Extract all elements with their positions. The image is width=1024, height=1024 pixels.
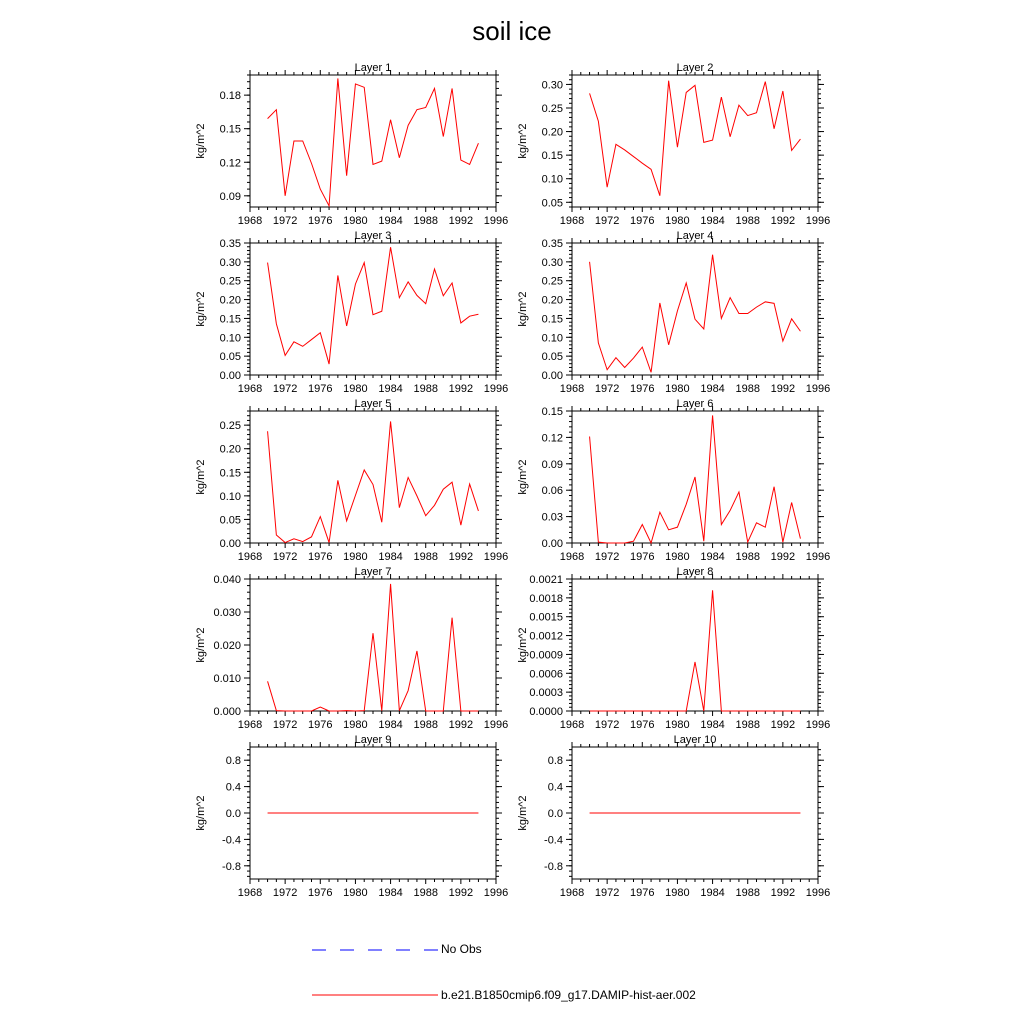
y-tick-label: 0.010 xyxy=(213,673,241,685)
x-tick-label: 1972 xyxy=(272,215,298,227)
y-axis-label: kg/m^2 xyxy=(517,123,529,159)
x-tick-label: 1984 xyxy=(378,383,403,395)
y-tick-label: 0.00 xyxy=(541,538,563,550)
y-tick-label: 0.0 xyxy=(225,808,241,820)
x-tick-label: 1984 xyxy=(700,719,725,731)
y-tick-label: 0.05 xyxy=(541,351,563,364)
y-axis-label: kg/m^2 xyxy=(195,123,207,159)
y-axis-label: kg/m^2 xyxy=(195,459,207,495)
series-line xyxy=(590,590,801,711)
panel-layer-1 xyxy=(195,62,508,227)
x-tick-label: 1972 xyxy=(272,719,298,731)
panel-title: Layer 9 xyxy=(354,734,392,746)
panel-layer-8 xyxy=(517,566,830,731)
x-tick-label: 1984 xyxy=(700,887,725,899)
y-tick-label: 0.0021 xyxy=(529,574,563,586)
x-tick-label: 1980 xyxy=(343,719,368,731)
y-tick-label: 0.09 xyxy=(541,458,563,471)
plot-frame xyxy=(572,75,818,207)
x-tick-label: 1984 xyxy=(378,719,403,731)
x-tick-label: 1984 xyxy=(378,551,403,563)
y-tick-label: 0.15 xyxy=(541,150,563,163)
series-line xyxy=(268,247,479,364)
panel-layer-5 xyxy=(195,398,508,563)
y-axis-label: kg/m^2 xyxy=(517,795,529,831)
x-tick-label: 1996 xyxy=(805,215,831,227)
y-tick-label: 0.06 xyxy=(541,485,563,498)
y-tick-label: 0.0009 xyxy=(529,649,563,662)
y-tick-label: -0.4 xyxy=(544,834,563,847)
x-tick-label: 1976 xyxy=(630,887,655,899)
x-tick-label: 1992 xyxy=(770,383,796,395)
x-tick-label: 1988 xyxy=(413,719,438,731)
y-tick-label: 0.0015 xyxy=(529,611,563,624)
series-line xyxy=(590,81,801,196)
x-tick-label: 1976 xyxy=(630,551,655,563)
x-tick-label: 1976 xyxy=(308,215,333,227)
y-tick-label: 0.10 xyxy=(541,332,563,345)
x-tick-label: 1992 xyxy=(770,887,796,899)
plot-frame xyxy=(572,243,818,375)
y-tick-label: -0.8 xyxy=(222,860,241,873)
y-tick-label: -0.4 xyxy=(222,834,241,847)
x-tick-label: 1976 xyxy=(308,383,333,395)
plot-frame xyxy=(250,411,496,543)
y-tick-label: 0.000 xyxy=(213,706,241,718)
x-tick-label: 1972 xyxy=(272,551,298,563)
x-tick-label: 1988 xyxy=(413,551,438,563)
panel-layer-9 xyxy=(195,734,508,899)
x-tick-label: 1972 xyxy=(594,887,620,899)
panel-title: Layer 10 xyxy=(673,734,717,746)
x-tick-label: 1968 xyxy=(559,887,585,899)
y-tick-label: 0.0003 xyxy=(529,687,563,700)
x-tick-label: 1992 xyxy=(448,215,474,227)
y-tick-label: 0.15 xyxy=(541,406,563,418)
x-tick-label: 1968 xyxy=(237,551,263,563)
y-tick-label: 0.4 xyxy=(225,781,241,794)
y-axis-label: kg/m^2 xyxy=(195,795,207,831)
figure-title: soil ice xyxy=(472,16,552,46)
x-tick-label: 1976 xyxy=(308,551,333,563)
y-tick-label: 0.12 xyxy=(219,157,241,170)
y-tick-label: 0.30 xyxy=(219,256,241,269)
x-tick-label: 1968 xyxy=(237,719,263,731)
x-tick-label: 1992 xyxy=(448,551,474,563)
y-tick-label: 0.15 xyxy=(219,123,241,136)
x-tick-label: 1988 xyxy=(735,383,760,395)
x-tick-label: 1992 xyxy=(770,215,796,227)
series-line xyxy=(268,584,479,711)
x-tick-label: 1992 xyxy=(448,719,474,731)
x-tick-label: 1980 xyxy=(665,887,690,899)
x-tick-label: 1980 xyxy=(343,551,368,563)
x-tick-label: 1984 xyxy=(378,887,403,899)
series-line xyxy=(268,78,479,206)
legend-model-swatch xyxy=(310,990,440,1000)
y-tick-label: 0.8 xyxy=(547,755,563,768)
x-tick-label: 1972 xyxy=(594,719,620,731)
x-tick-label: 1976 xyxy=(630,383,655,395)
panel-title: Layer 5 xyxy=(354,398,392,410)
x-tick-label: 1988 xyxy=(735,887,760,899)
x-tick-label: 1984 xyxy=(700,215,725,227)
y-axis-label: kg/m^2 xyxy=(195,291,207,327)
y-tick-label: 0.030 xyxy=(213,607,241,619)
y-tick-label: 0.25 xyxy=(219,420,241,433)
y-axis-label: kg/m^2 xyxy=(517,459,529,495)
x-tick-label: 1996 xyxy=(483,383,509,395)
x-tick-label: 1996 xyxy=(805,719,831,731)
y-tick-label: 0.10 xyxy=(219,490,241,503)
x-tick-label: 1984 xyxy=(700,551,725,563)
x-tick-label: 1996 xyxy=(483,719,509,731)
panel-title: Layer 6 xyxy=(676,398,714,410)
x-tick-label: 1968 xyxy=(237,215,263,227)
x-tick-label: 1988 xyxy=(413,887,438,899)
y-tick-label: 0.20 xyxy=(541,126,563,139)
panel-layer-3 xyxy=(195,230,508,395)
x-tick-label: 1980 xyxy=(343,215,368,227)
y-axis-label: kg/m^2 xyxy=(517,291,529,327)
x-tick-label: 1980 xyxy=(343,383,368,395)
x-tick-label: 1976 xyxy=(630,215,655,227)
y-axis-label: kg/m^2 xyxy=(195,627,207,663)
panel-layer-2 xyxy=(517,62,830,227)
x-tick-label: 1972 xyxy=(272,383,298,395)
y-tick-label: 0.0 xyxy=(547,808,563,820)
x-tick-label: 1988 xyxy=(413,383,438,395)
y-tick-label: 0.05 xyxy=(219,514,241,527)
x-tick-label: 1996 xyxy=(483,551,509,563)
x-tick-label: 1972 xyxy=(272,887,298,899)
y-tick-label: 0.20 xyxy=(541,294,563,307)
x-tick-label: 1976 xyxy=(308,719,333,731)
legend-model-label: b.e21.B1850cmip6.f09_g17.DAMIP-hist-aer.002 xyxy=(441,988,696,1002)
series-line xyxy=(590,415,801,543)
y-tick-label: 0.00 xyxy=(541,370,563,382)
plot-frame xyxy=(250,243,496,375)
panel-title: Layer 3 xyxy=(354,230,392,242)
y-tick-label: 0.25 xyxy=(541,103,563,115)
y-tick-label: 0.03 xyxy=(541,511,563,524)
y-tick-label: 0.20 xyxy=(219,294,241,307)
x-tick-label: 1968 xyxy=(237,887,263,899)
y-tick-label: 0.35 xyxy=(219,238,241,250)
y-tick-label: 0.020 xyxy=(213,640,241,652)
x-tick-label: 1984 xyxy=(700,383,725,395)
x-tick-label: 1976 xyxy=(308,887,333,899)
panel-title: Layer 4 xyxy=(676,230,714,242)
x-tick-label: 1996 xyxy=(483,887,509,899)
panel-layer-7 xyxy=(195,566,508,731)
x-tick-label: 1968 xyxy=(559,719,585,731)
x-tick-label: 1984 xyxy=(378,215,403,227)
x-tick-label: 1968 xyxy=(559,383,585,395)
panel-title: Layer 2 xyxy=(676,62,714,74)
x-tick-label: 1968 xyxy=(559,551,585,563)
x-tick-label: 1988 xyxy=(735,551,760,563)
x-tick-label: 1996 xyxy=(483,215,509,227)
x-tick-label: 1992 xyxy=(448,887,474,899)
y-tick-label: 0.12 xyxy=(541,432,563,445)
panel-title: Layer 8 xyxy=(676,566,714,578)
y-tick-label: 0.10 xyxy=(219,332,241,345)
plot-frame xyxy=(572,579,818,711)
y-tick-label: 0.25 xyxy=(541,275,563,288)
panel-title: Layer 7 xyxy=(354,566,392,578)
x-tick-label: 1988 xyxy=(413,215,438,227)
y-tick-label: 0.0006 xyxy=(529,668,563,681)
y-tick-label: 0.15 xyxy=(219,467,241,480)
y-tick-label: 0.00 xyxy=(219,538,241,550)
y-tick-label: 0.15 xyxy=(219,313,241,326)
x-tick-label: 1992 xyxy=(770,719,796,731)
y-tick-label: 0.35 xyxy=(541,238,563,250)
y-tick-label: 0.09 xyxy=(219,190,241,203)
series-line xyxy=(268,421,479,542)
y-tick-label: 0.0012 xyxy=(529,630,563,643)
y-axis-label: kg/m^2 xyxy=(517,627,529,663)
x-tick-label: 1980 xyxy=(665,383,690,395)
x-tick-label: 1988 xyxy=(735,719,760,731)
x-tick-label: 1980 xyxy=(665,215,690,227)
y-tick-label: 0.20 xyxy=(219,443,241,456)
y-tick-label: 0.15 xyxy=(541,313,563,326)
panel-title: Layer 1 xyxy=(354,62,392,74)
x-tick-label: 1976 xyxy=(630,719,655,731)
y-tick-label: 0.25 xyxy=(219,275,241,288)
y-tick-label: 0.10 xyxy=(541,173,563,186)
panel-layer-4 xyxy=(517,230,830,395)
x-tick-label: 1992 xyxy=(448,383,474,395)
x-tick-label: 1992 xyxy=(770,551,796,563)
legend-obs-label: No Obs xyxy=(441,942,482,956)
y-tick-label: 0.0000 xyxy=(529,706,563,718)
x-tick-label: 1972 xyxy=(594,383,620,395)
x-tick-label: 1980 xyxy=(665,719,690,731)
y-tick-label: 0.05 xyxy=(219,351,241,364)
y-tick-label: 0.0018 xyxy=(529,592,563,605)
y-tick-label: 0.18 xyxy=(219,90,241,103)
series-line xyxy=(590,255,801,373)
y-tick-label: -0.8 xyxy=(544,860,563,873)
x-tick-label: 1980 xyxy=(343,887,368,899)
y-tick-label: 0.30 xyxy=(541,256,563,269)
y-tick-label: 0.30 xyxy=(541,79,563,92)
x-tick-label: 1996 xyxy=(805,887,831,899)
y-tick-label: 0.8 xyxy=(225,755,241,768)
x-tick-label: 1980 xyxy=(665,551,690,563)
y-tick-label: 0.00 xyxy=(219,370,241,382)
y-tick-label: 0.05 xyxy=(541,197,563,210)
y-tick-label: 0.4 xyxy=(547,781,563,794)
y-tick-label: 0.040 xyxy=(213,574,241,586)
x-tick-label: 1972 xyxy=(594,215,620,227)
x-tick-label: 1988 xyxy=(735,215,760,227)
panel-layer-10 xyxy=(517,734,830,899)
x-tick-label: 1972 xyxy=(594,551,620,563)
x-tick-label: 1968 xyxy=(237,383,263,395)
x-tick-label: 1996 xyxy=(805,383,831,395)
legend-obs-swatch xyxy=(310,945,440,955)
x-tick-label: 1968 xyxy=(559,215,585,227)
x-tick-label: 1996 xyxy=(805,551,831,563)
panel-layer-6 xyxy=(517,398,830,563)
